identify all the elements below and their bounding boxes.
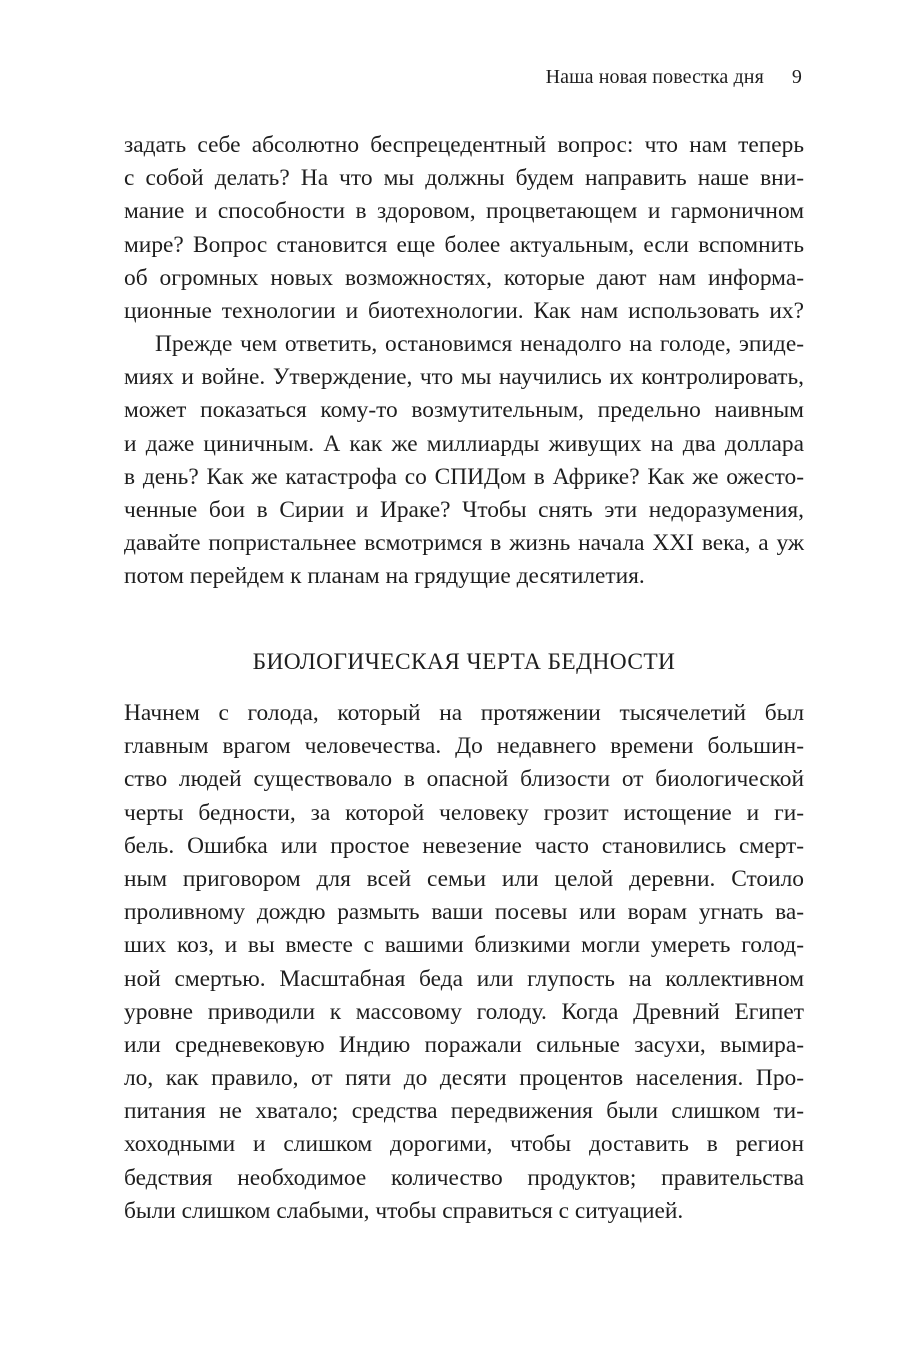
text-line: или средневековую Индию поражали сильные засухи, вымира- (124, 1031, 804, 1058)
text-line: ченные бои в Сирии и Ираке? Чтобы снять эти недоразумения, (124, 496, 804, 523)
text-line: бедствия необходимое количество продуктов; правительства (124, 1164, 804, 1191)
text-line: ным приговором для всей семьи или целой деревни. Стоило (124, 865, 804, 892)
text-line: Начнем с голода, который на протяжении тысячелетий был (124, 700, 804, 726)
running-title: Наша новая повестка дня (545, 66, 764, 88)
paragraph-continuation (124, 129, 804, 328)
text-line: ционные технологии и биотехнологии. Как нам использовать их? (124, 297, 804, 324)
text-line: давайте попристальнее всмотримся в жизнь начала XXI века, а уж (124, 530, 804, 557)
text-line: проливному дождю размыть ваши посевы или ворам угнать ва- (124, 899, 804, 926)
text-line: питания не хватало; средства передвижения были слишком ти- (124, 1098, 804, 1125)
text-line: об огромных новых возможностях, которые дают нам информа- (124, 264, 804, 291)
text-line: ло, как правило, от пяти до десяти процентов населения. Про- (124, 1065, 804, 1092)
text-line: с собой делать? На что мы должны будем направить наше вни- (124, 165, 804, 192)
text-line: были слишком слабыми, чтобы справиться с ситуацией. (124, 1197, 684, 1224)
text-line: бель. Ошибка или простое невезение часто становились смерт- (124, 832, 804, 859)
text-line: ших коз, и вы вместе с вашими близкими могли умереть голод- (124, 932, 804, 959)
text-line: может показаться кому-то возмутительным, предельно наивным (124, 397, 804, 424)
text-line: мире? Вопрос становится еще более актуальным, если вспомнить (124, 231, 804, 258)
text-line: миях и войне. Утверждение, что мы научились их контролировать, (124, 364, 804, 391)
text-line: Прежде чем ответить, остановимся ненадолго на голоде, эпиде- (155, 331, 804, 357)
running-header (546, 66, 802, 89)
page-number: 9 (791, 66, 802, 88)
text-line: черты бедности, за которой человеку грозит истощение и ги- (124, 799, 804, 826)
text-line: в день? Как же катастрофа со СПИДом в Африке? Как же ожесто- (124, 463, 804, 490)
text-line: задать себе абсолютно беспрецедентный вопрос: что нам теперь (124, 132, 804, 158)
text-line: уровне приводили к массовому голоду. Когда Древний Египет (124, 998, 804, 1025)
text-line: хоходными и слишком дорогими, чтобы доставить в регион (124, 1131, 804, 1158)
section-paragraph (124, 697, 804, 1228)
text-line: ство людей существовало в опасной близости от биологической (124, 766, 804, 793)
text-line: мание и способности в здоровом, процветающем и гармоничном (124, 198, 804, 225)
text-line: ной смертью. Масштабная беда или глупость на коллективном (124, 965, 804, 992)
text-line: и даже циничным. А как же миллиарды живущих на два доллара (124, 430, 804, 457)
section-heading: БИОЛОГИЧЕСКАЯ ЧЕРТА БЕДНОСТИ (252, 649, 676, 675)
paragraph-famine-plague-war (124, 328, 804, 594)
text-line: главным врагом человечества. До недавнего времени большин- (124, 733, 804, 760)
text-line: потом перейдем к планам на грядущие десятилетия. (124, 563, 645, 590)
